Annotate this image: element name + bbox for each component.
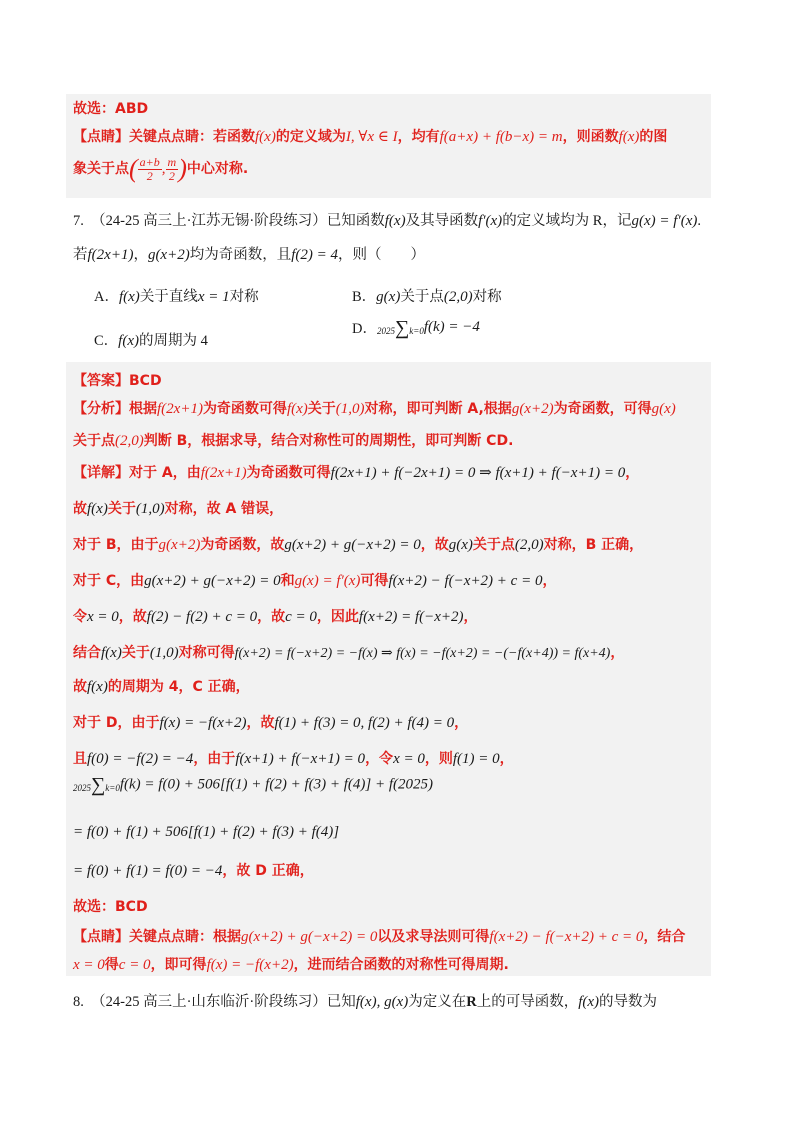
- solution-block: [66, 362, 711, 976]
- answer-line: 【答案】BCD: [73, 373, 162, 389]
- detail-line-7: 故f(x)的周期为 4，C 正确，: [73, 679, 250, 695]
- note2-line-2: x = 0得c = 0，即可得f(x) = −f(x+2)，进而结合函数的对称性可得周期.: [73, 957, 509, 973]
- detail-line-5: 令x = 0，故f(2) − f(2) + c = 0，故c = 0，因此f(x+2) = f(−x+2)，: [73, 609, 478, 625]
- fraction-a-plus-b: $\frac{a+b}{2}$: [139, 154, 160, 183]
- detail-line-9: 且f(0) = −f(2) = −4，由于f(x+1) + f(−x+1) = 0，令x = 0，则f(1) = 0，: [73, 751, 514, 767]
- detail-line-3: 对于 B，由于g(x+2)为奇函数，故g(x+2) + g(−x+2) = 0，故g(x)关于点(2,0)对称，B 正确，: [73, 537, 644, 553]
- detail-sum-line: 2025∑k=0f(k) = f(0) + 506[f(1) + f(2) + f(3) + f(4)] + f(2025): [73, 774, 434, 796]
- prev-note-line-1: 【点睛】关键点点睛：若函数f(x)的定义域为I, ∀x ∈ I，均有f(a+x) + f(b−x) = m，则函数f(x)的图: [73, 129, 668, 145]
- fraction-m: $\frac{m}{2}$: [167, 154, 177, 183]
- analysis-line-2: 关于点(2,0)判断 B，根据求导，结合对称性可的周期性，即可判断 CD.: [73, 433, 514, 449]
- q7-source: （24-25 高三上·江苏无锡·阶段练习）: [98, 213, 327, 229]
- note2-line-1: 【点睛】关键点点睛：根据g(x+2) + g(−x+2) = 0以及求导法则可得f(x+2) − f(−x+2) + c = 0，结合: [73, 929, 686, 945]
- detail-line-11: = f(0) + f(1) + 506[f(1) + f(2) + f(3) + f(4)]: [73, 824, 340, 840]
- summation-sign: 2025∑k=0: [376, 316, 424, 339]
- q8-stem-line-1: 8. （24-25 高三上·山东临沂·阶段练习）已知f(x), g(x)为定义在R上的可导函数，f(x)的导数为: [73, 994, 658, 1010]
- detail-line-12: = f(0) + f(1) = f(0) = −4，故 D 正确，: [73, 863, 314, 879]
- detail-line-8: 对于 D，由于f(x) = −f(x+2)，故f(1) + f(3) = 0, f(2) + f(4) = 0，: [73, 715, 469, 731]
- detail-line-4: 对于 C，由g(x+2) + g(−x+2) = 0和g(x) = f′(x)可得f(x+2) − f(−x+2) + c = 0，: [73, 573, 557, 589]
- detail-line-2: 故f(x)关于(1,0)对称，故 A 错误，: [73, 501, 284, 517]
- detail-line-6: 结合f(x)关于(1,0)对称可得f(x+2) = f(−x+2) = −f(x) ⇒ f(x) = −f(x+2) = −(−f(x+4)) = f(x+4)，: [73, 645, 625, 661]
- prev-note-line-2: 象关于点( $\frac{a+b}{2}$ , $\frac{m}{2}$ )中心对称.: [73, 154, 249, 183]
- summation-sign: 2025∑k=0: [73, 774, 120, 796]
- option-a[interactable]: A．f(x)关于直线x = 1对称: [94, 289, 259, 305]
- option-c[interactable]: C．f(x)的周期为 4: [94, 333, 208, 349]
- option-d[interactable]: D．2025∑k=0f(k) = −4: [352, 316, 480, 339]
- q7-number: 7.: [73, 213, 84, 229]
- option-b[interactable]: B．g(x)关于点(2,0)对称: [352, 289, 502, 305]
- choice-line: 故选：BCD: [73, 899, 148, 915]
- q7-stem-line-1: 7. （24-25 高三上·江苏无锡·阶段练习）已知函数f(x)及其导函数f′(x)的定义域均为 R，记g(x) = f′(x).: [73, 213, 701, 229]
- analysis-line-1: 【分析】根据f(2x+1)为奇函数可得f(x)关于(1,0)对称，即可判断 A,根据g(x+2)为奇函数，可得g(x): [73, 401, 676, 417]
- q7-stem-line-2: 若f(2x+1)，g(x+2)均为奇函数，且f(2) = 4，则（ ）: [73, 247, 425, 263]
- prev-choice: 故选：ABD: [73, 101, 149, 117]
- note-label: 【点睛】: [73, 129, 129, 145]
- detail-line-1: 【详解】对于 A，由f(2x+1)为奇函数可得f(2x+1) + f(−2x+1) = 0 ⇒ f(x+1) + f(−x+1) = 0，: [73, 465, 640, 481]
- q8-source: （24-25 高三上·山东临沂·阶段练习）: [98, 994, 327, 1010]
- answer-value: BCD: [129, 373, 162, 389]
- q8-number: 8.: [73, 994, 84, 1010]
